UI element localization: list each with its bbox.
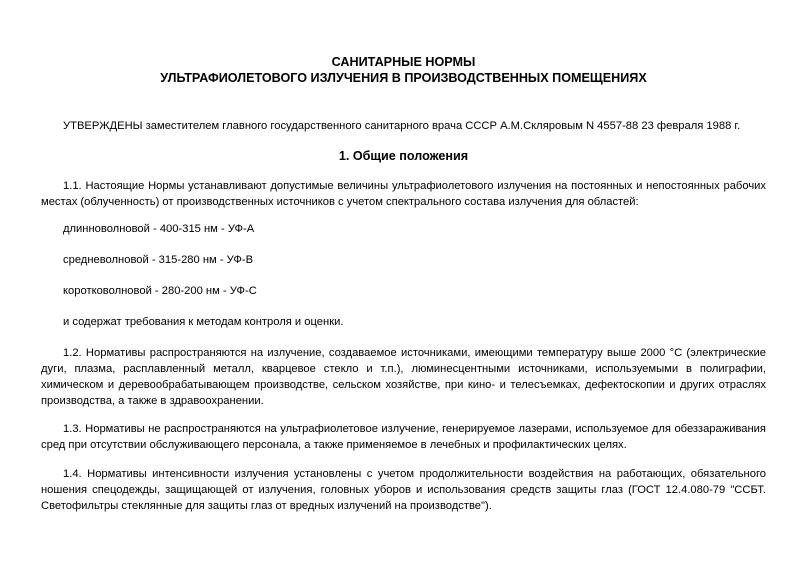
paragraph-1-1: 1.1. Настоящие Нормы устанавливают допустимые величины ультрафиолетового излучения на постоянных и непостоянных рабочих местах (облученность) от производственных источников с учетом спектрального состава излучения для областей: <box>41 180 766 208</box>
paragraph-1-4: 1.4. Нормативы интенсивности излучения установлены с учетом продолжительности воздействия на работающих, обязательного ношения спецодежды, защищающей от излучения, головных уборов и использования средств защиты глаз (ГОСТ 12.4.080-79 "ССБТ. Светофильтры стеклянные для защиты глаз от вредных излучений на производстве"). <box>41 468 766 512</box>
approval-note: УТВЕРЖДЕНЫ заместителем главного государственного санитарного врача СССР А.М.Скляровым N 4557-88 23 февраля 1988 г. <box>63 120 741 132</box>
range-short-wave: коротковолновой - 280-200 нм - УФ-С <box>63 285 257 297</box>
paragraph-1-2: 1.2. Нормативы распространяются на излучение, создаваемое источниками, имеющими температуру выше 2000 °С (электрические дуги, плазма, расплавленный металл, кварцевое стекло и т.п.), люминесцентными источниками, используемыми в полиграфии, химическом и деревообрабатывающем производстве, сельском хозяйстве, при кино- и телесъемках, дефектоскопии и других отраслях производства, а также в здравоохранении. <box>41 347 766 407</box>
document-title-line-1: САНИТАРНЫЕ НОРМЫ <box>331 55 476 69</box>
section-heading: 1. Общие положения <box>338 149 469 163</box>
paragraph-1-3: 1.3. Нормативы не распространяются на ультрафиолетовое излучение, генерируемое лазерами, используемое для обеззараживания сред при отсутствии обслуживающего персонала, а также применяемое в лечебных и профилактических целях. <box>41 423 766 451</box>
document-title-line-2: УЛЬТРАФИОЛЕТОВОГО ИЗЛУЧЕНИЯ В ПРОИЗВОДСТВЕННЫХ ПОМЕЩЕНИЯХ <box>160 71 647 85</box>
paragraph-1-1-end: и содержат требования к методам контроля и оценки. <box>63 316 344 328</box>
range-medium-wave: средневолновой - 315-280 нм - УФ-В <box>63 254 254 266</box>
range-long-wave: длинноволновой - 400-315 нм - УФ-А <box>63 223 255 235</box>
